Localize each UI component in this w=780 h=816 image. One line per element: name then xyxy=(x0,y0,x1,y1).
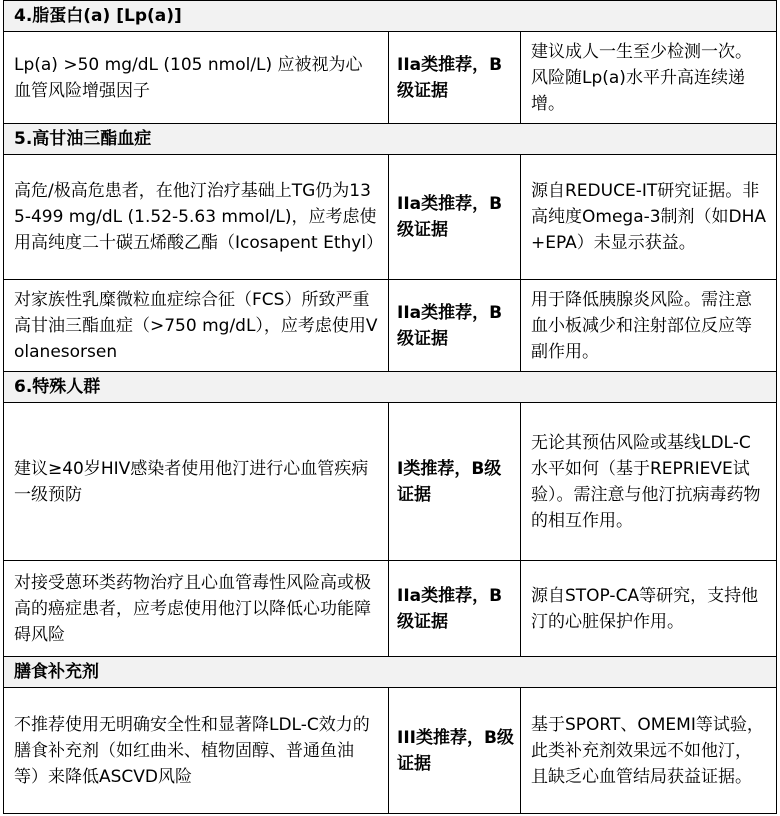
note-cell: 建议成人一生至少检测一次。风险随Lp(a)水平升高连续递增。 xyxy=(521,32,777,124)
section-header-row xyxy=(4,657,777,688)
note-cell: 无论其预估风险或基线LDL-C水平如何（基于REPRIEVE试验）。需注意与他汀抗病毒药物的相互作用。 xyxy=(521,403,777,561)
table-row xyxy=(4,688,777,814)
section-header-row xyxy=(4,372,777,403)
grade-cell: IIa类推荐，B级证据 xyxy=(389,561,521,657)
section-title: 4.脂蛋白(a) [Lp(a)] xyxy=(4,1,777,32)
section-title: 膳食补充剂 xyxy=(4,657,777,688)
section-title: 6.特殊人群 xyxy=(4,372,777,403)
recommendation-cell: Lp(a) >50 mg/dL (105 nmol/L) 应被视为心血管风险增强因子 xyxy=(4,32,389,124)
table-row xyxy=(4,561,777,657)
section-title: 5.高甘油三酯血症 xyxy=(4,124,777,155)
table-row xyxy=(4,32,777,124)
grade-cell: IIa类推荐，B级证据 xyxy=(389,155,521,280)
grade-cell: I类推荐，B级证据 xyxy=(389,403,521,561)
recommendation-cell: 不推荐使用无明确安全性和显著降LDL-C效力的膳食补充剂（如红曲米、植物固醇、普通鱼油等）来降低ASCVD风险 xyxy=(4,688,389,814)
grade-cell: III类推荐，B级证据 xyxy=(389,688,521,814)
recommendation-cell: 对接受蒽环类药物治疗且心血管毒性风险高或极高的癌症患者，应考虑使用他汀以降低心功能障碍风险 xyxy=(4,561,389,657)
note-cell: 用于降低胰腺炎风险。需注意血小板减少和注射部位反应等副作用。 xyxy=(521,280,777,372)
table-row xyxy=(4,403,777,561)
recommendation-cell: 高危/极高危患者，在他汀治疗基础上TG仍为135-499 mg/dL (1.52-5.63 mmol/L)，应考虑使用高纯度二十碳五烯酸乙酯（Icosapent Ethyl） xyxy=(4,155,389,280)
note-cell: 基于SPORT、OMEMI等试验，此类补充剂效果远不如他汀，且缺乏心血管结局获益证据。 xyxy=(521,688,777,814)
table-row xyxy=(4,155,777,280)
note-cell: 源自REDUCE-IT研究证据。非高纯度Omega-3制剂（如DHA+EPA）未显示获益。 xyxy=(521,155,777,280)
recommendation-cell: 建议≥40岁HIV感染者使用他汀进行心血管疾病一级预防 xyxy=(4,403,389,561)
grade-cell: IIa类推荐，B级证据 xyxy=(389,280,521,372)
table-row xyxy=(4,280,777,372)
guideline-table xyxy=(3,0,777,814)
grade-cell: IIa类推荐，B级证据 xyxy=(389,32,521,124)
section-header-row xyxy=(4,1,777,32)
section-header-row xyxy=(4,124,777,155)
note-cell: 源自STOP-CA等研究，支持他汀的心脏保护作用。 xyxy=(521,561,777,657)
recommendation-cell: 对家族性乳糜微粒血症综合征（FCS）所致严重高甘油三酯血症（>750 mg/dL），应考虑使用Volanesorsen xyxy=(4,280,389,372)
